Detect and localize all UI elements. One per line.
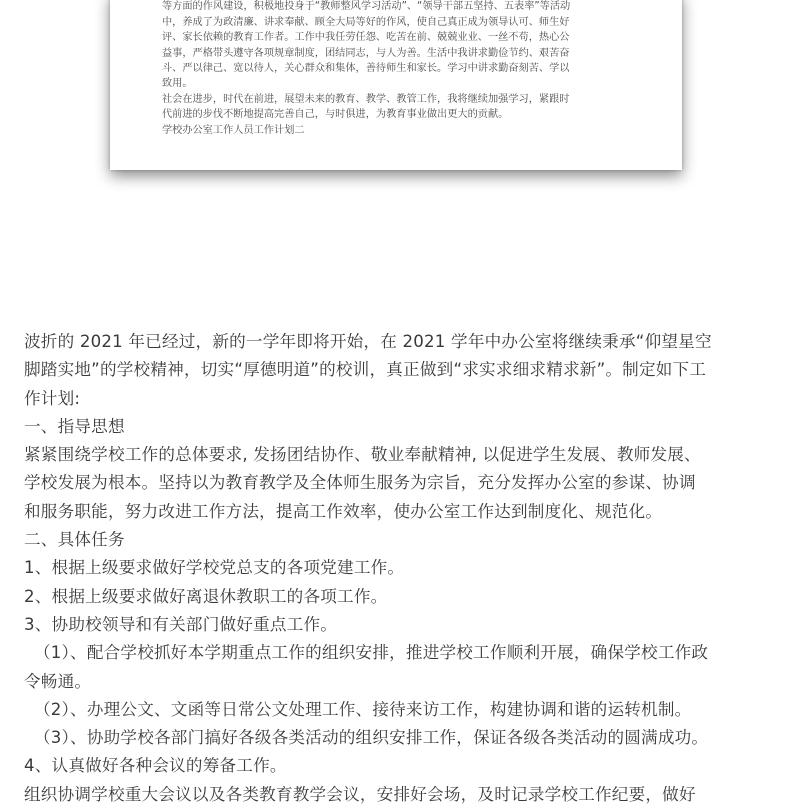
card-line: 致用。 [162, 78, 193, 90]
sub-list-item: （1）、配合学校抓好本学期重点工作的组织安排，推进学校工作顺利开展，确保学校工作政 [34, 643, 709, 663]
card-line: 益事，严格带头遵守各项规章制度，团结同志，与人为善。生活中我讲求勤俭节约、艰苦奋 [162, 47, 570, 59]
body-line: 紧紧围绕学校工作的总体要求, 发扬团结协作、敬业奉献精神, 以促进学生发展、教师发展、 [24, 445, 701, 465]
card-line: 学校办公室工作人员工作计划二 [162, 124, 305, 136]
embedded-page-text [162, 0, 648, 138]
sub-list-item: （2）、办理公文、文函等日常公文处理工作、接待来访工作，构建协调和谐的运转机制。 [34, 699, 692, 719]
body-line: 作计划: [24, 388, 81, 408]
embedded-page-image [110, 0, 682, 170]
card-line: 斗、严以律己、宽以待人，关心群众和集体，善待师生和家长。学习中讲求勤奋刻苦、学以 [162, 63, 570, 75]
card-line: 评、家长依赖的教育工作者。工作中我任劳任怨、吃苦在前、兢兢业业、一丝不苟，热心公 [162, 32, 570, 44]
card-line: 等方面的作风建设，积极地投身于“教师整风学习活动”、“领导干部五坚持、五表率”等活动 [162, 1, 571, 13]
section-heading: 一、指导思想 [24, 416, 125, 436]
sub-list-item: （3）、协助学校各部门搞好各级各类活动的组织安排工作，保证各级各类活动的圆满成功。 [34, 728, 709, 748]
list-item: 2、根据上级要求做好离退休教职工的各项工作。 [24, 586, 388, 606]
card-line: 中，养成了为政清廉、讲求奉献、顾全大局等好的作风，使自己真正成为领导认可、师生好 [162, 16, 570, 28]
body-line: 组织协调学校重大会议以及各类教育教学会议，安排好会场，及时记录学校工作纪要，做好 [24, 784, 696, 804]
document-body [24, 328, 780, 809]
body-line: 令畅通。 [24, 671, 92, 691]
body-line: 脚踏实地”的学校精神，切实“厚德明道”的校训，真正做到“求实求细求精求新”。制定如下工 [24, 360, 707, 380]
card-line: 社会在进步，时代在前进，展望未来的教育、教学、教管工作，我将继续加强学习，紧跟时 [162, 93, 570, 105]
section-heading: 二、具体任务 [24, 530, 125, 550]
body-line: 学校发展为根本。坚持以为教育教学及全体师生服务为宗旨，充分发挥办公室的参谋、协调 [24, 473, 696, 493]
card-line: 代前进的步伐不断地提高完善自己，与时俱进，为教育事业做出更大的贡献。 [162, 109, 509, 121]
list-item: 3、协助校领导和有关部门做好重点工作。 [24, 614, 338, 634]
list-item: 4、认真做好各种会议的筹备工作。 [24, 756, 287, 776]
list-item: 1、根据上级要求做好学校党总支的各项党建工作。 [24, 558, 405, 578]
body-line: 和服务职能，努力改进工作方法，提高工作效率，使办公室工作达到制度化、规范化。 [24, 501, 663, 521]
body-line: 波折的 2021 年已经过，新的一学年即将开始，在 2021 学年中办公室将继续秉承“仰望星空 [24, 332, 712, 351]
